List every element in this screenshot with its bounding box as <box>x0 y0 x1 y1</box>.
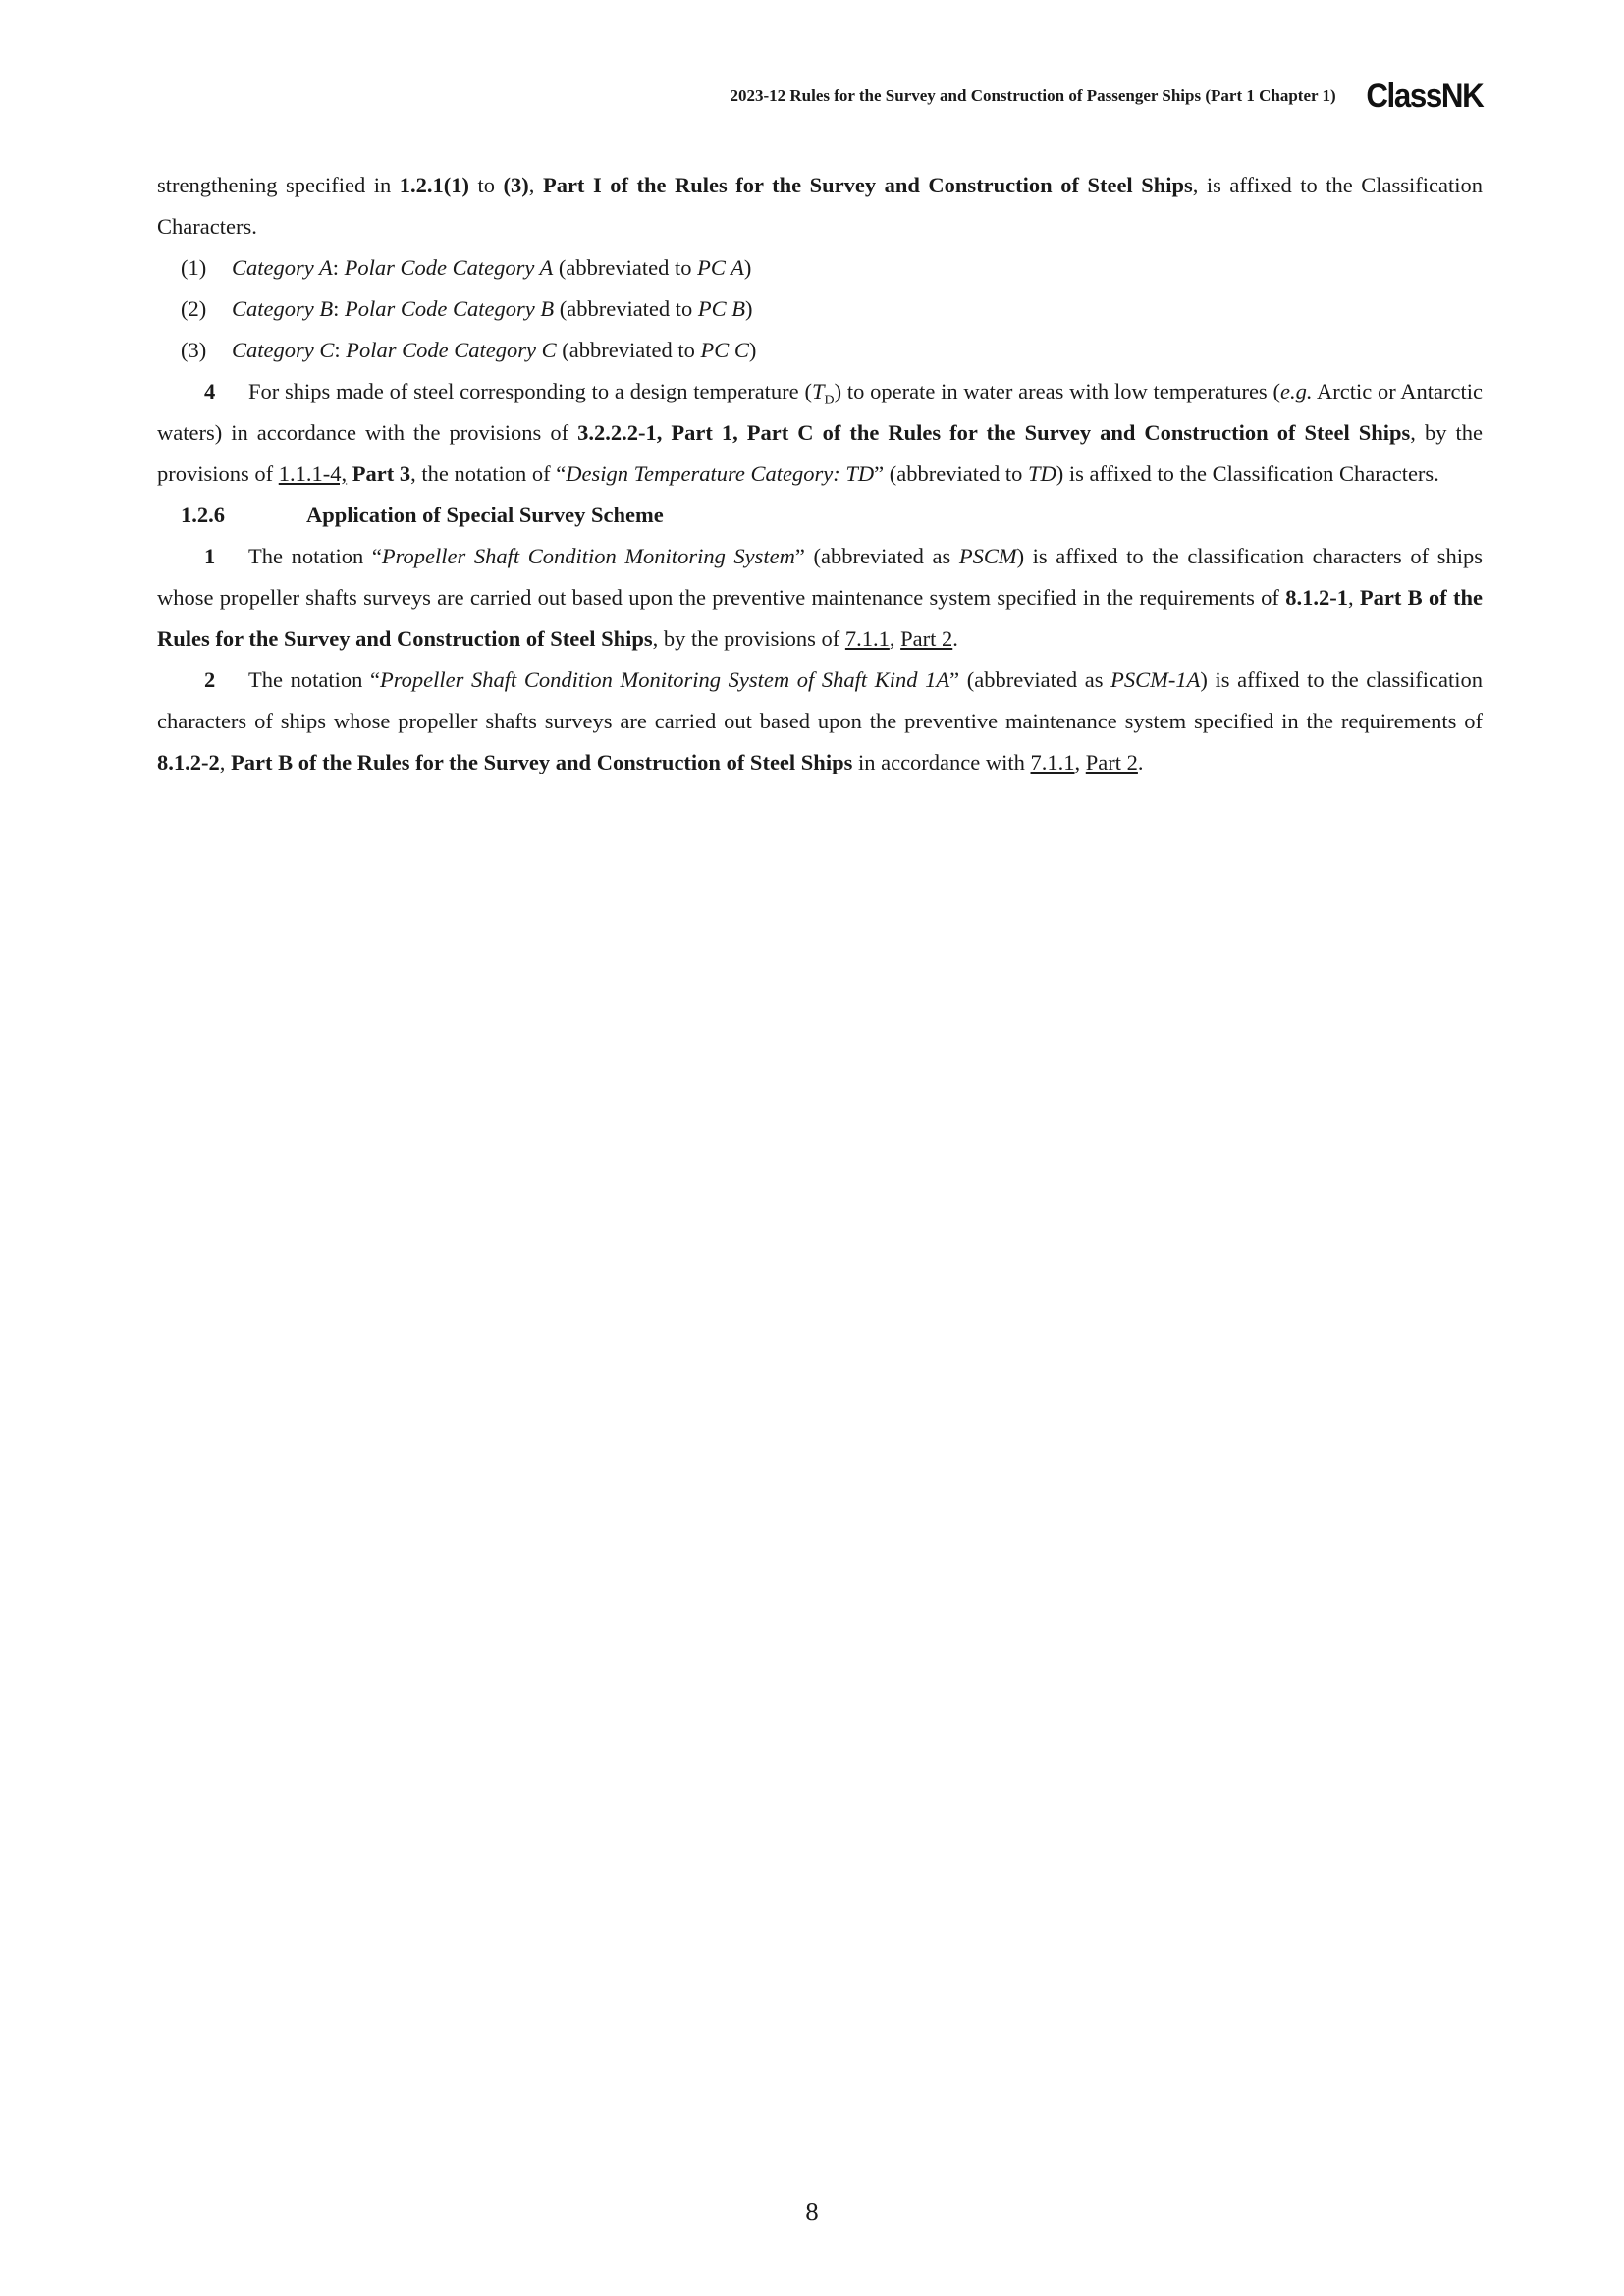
text-run: , is affixed to the Classification Characters. <box>157 173 1484 239</box>
text-run: to <box>469 173 504 197</box>
classnk-logo: ClassNK <box>1366 77 1483 115</box>
document-body <box>157 165 1483 783</box>
paragraph-number: 1 <box>204 544 216 568</box>
cross-reference-link[interactable]: Part 2 <box>1085 750 1138 774</box>
category-item <box>157 247 1483 289</box>
paragraph-number: 2 <box>204 667 216 692</box>
cross-reference-link[interactable]: Part 2 <box>900 626 953 651</box>
item-number: (3) <box>181 338 207 362</box>
item-text: Category B: Polar Code Category B (abbreviated to PC B) <box>232 296 753 321</box>
cross-reference-link[interactable]: 7.1.1 <box>844 626 890 651</box>
category-item <box>157 330 1483 371</box>
cross-reference-link[interactable]: 7.1.1 <box>1030 750 1075 774</box>
text-run: , <box>528 173 543 197</box>
section-number: 1.2.6 <box>181 503 225 527</box>
section-heading <box>157 495 1483 536</box>
page-header <box>157 77 1483 116</box>
rule-reference: Part I of the Rules for the Survey and Construction of Steel Ships <box>542 173 1193 197</box>
rule-reference: (3) <box>503 173 529 197</box>
continued-paragraph <box>157 165 1483 247</box>
rule-reference: 8.1.2-2 <box>157 750 220 774</box>
category-item <box>157 289 1483 330</box>
rule-reference: Part 3 <box>352 461 411 486</box>
rule-reference: Part B of the Rules for the Survey and Construction of Steel Ships <box>231 750 853 774</box>
paragraph-number: 4 <box>204 379 216 403</box>
paragraph-4: 4 For ships made of steel corresponding to a design temperature $(T_D)$ to operate in water areas with low temperatures (e.g. Arctic or Antarctic waters) in accordance with the provisions of 3.2.2.2-1, Part 1, Part C of the Rules for the Survey and Construction of Steel Ships, by the provisions of 1.1.1-4, Part 3, the notation of “Design Temperature Category: TD” (abbreviated to TD) is affixed to the Classification Characters. <box>157 379 1484 486</box>
rule-reference: 3.2.2.2-1, Part 1, Part C of the Rules for the Survey and Construction of Steel Ships <box>577 420 1411 445</box>
rule-reference: Part B of the Rules for the Survey and Construction of Steel Ships <box>157 585 1484 651</box>
item-number: (1) <box>181 255 207 280</box>
paragraph-1: 1 The notation “Propeller Shaft Condition Monitoring System” (abbreviated as PSCM) is affixed to the classification characters of ships whose propeller shafts surveys are carried out based upon the preventive maintenance system specified in the requirements of 8.1.2-1, Part B of the Rules for the Survey and Construction of Steel Ships, by the provisions of 7.1.1, Part 2. <box>157 544 1484 651</box>
paragraph-2: 2 The notation “Propeller Shaft Condition Monitoring System of Shaft Kind 1A” (abbreviated as PSCM-1A) is affixed to the classification characters of ships whose propeller shafts surveys are carried out based upon the preventive maintenance system specified in the requirements of 8.1.2-2, Part B of the Rules for the Survey and Construction of Steel Ships in accordance with 7.1.1, Part 2. <box>157 667 1484 774</box>
rule-reference: 1.2.1(1) <box>399 173 469 197</box>
item-text: Category A: Polar Code Category A (abbreviated to PC A) <box>232 255 752 280</box>
text-run: strengthening specified in <box>157 173 400 197</box>
cross-reference-link[interactable]: 1.1.1-4, <box>278 461 348 486</box>
item-text: Category C: Polar Code Category C (abbreviated to PC C) <box>232 338 757 362</box>
rule-reference: 8.1.2-1 <box>1285 585 1348 610</box>
header-title: 2023-12 Rules for the Survey and Construction of Passenger Ships (Part 1 Chapter 1) <box>730 86 1336 105</box>
page-number: 8 <box>805 2197 819 2226</box>
item-number: (2) <box>181 296 207 321</box>
section-title: Application of Special Survey Scheme <box>306 503 664 527</box>
